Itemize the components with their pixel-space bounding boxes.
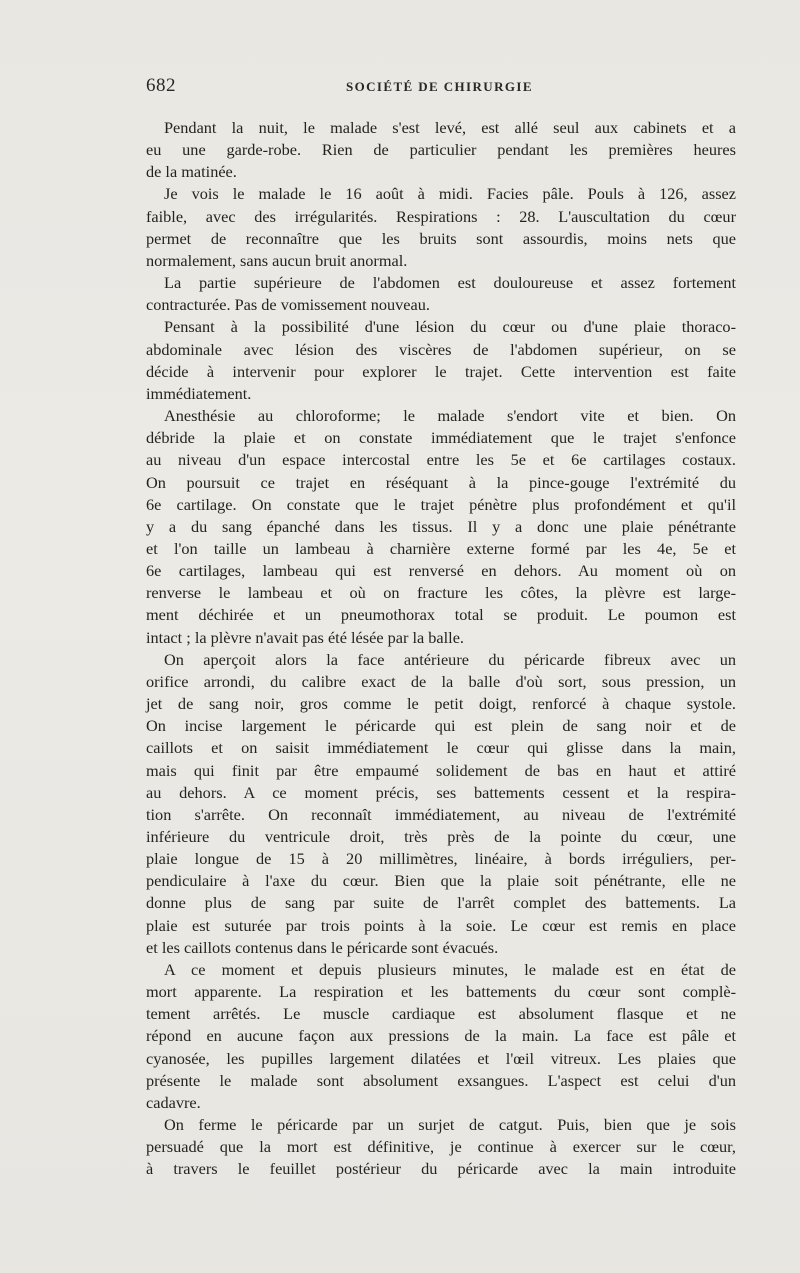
text-line: Anesthésie au chloroforme; le malade s'endort vite et bien. On [164,406,736,426]
text-line: plaie est suturée par trois points à la soie. Le cœur est remis en place [146,915,736,935]
text-line: La partie supérieure de l'abdomen est douloureuse et assez fortement [164,273,736,293]
text-line: abdominale avec lésion des viscères de l'abdomen supérieur, on se [146,339,736,359]
text-line: ment déchirée et un pneumothorax total se produit. Le poumon est [146,605,736,625]
text-line: et les caillots contenus dans le péricarde sont évacués. [146,937,499,957]
text-line: plaie longue de 15 à 20 millimètres, linéaire, à bords irréguliers, per- [146,849,736,869]
text-line: On aperçoit alors la face antérieure du péricarde fibreux avec un [164,649,736,669]
text-line: à travers le feuillet postérieur du péricarde avec la main introduite [146,1159,736,1179]
text-line: persuadé que la mort est définitive, je continue à exercer sur le cœur, [146,1137,736,1157]
text-line: normalement, sans aucun bruit anormal. [146,250,408,270]
text-line: au niveau d'un espace intercostal entre les 5e et 6e cartilages costaux. [146,450,736,470]
text-line: y a du sang épanché dans les tissus. Il y a donc une plaie pénétrante [146,516,736,536]
text-line: On incise largement le péricarde qui est plein de sang noir et de [146,716,736,736]
text-line: 6e cartilage. On constate que le trajet pénètre plus profondément et qu'il [146,494,736,514]
text-line: renverse le lambeau et où on fracture les côtes, la plèvre est large- [146,583,736,603]
text-line: inférieure du ventricule droit, très près de la pointe du cœur, une [146,827,736,846]
text-line: pendiculaire à l'axe du cœur. Bien que la plaie soit pénétrante, elle ne [146,871,736,891]
text-line: présente le malade sont absolument exsangues. L'aspect est celui d'un [146,1070,736,1090]
text-line: de la matinée. [146,162,237,182]
text-line: cadavre. [146,1092,201,1112]
text-line: contracturée. Pas de vomissement nouveau. [146,295,430,315]
text-line: décide à intervenir pour explorer le trajet. Cette intervention est faite [146,361,736,381]
text-line: mort apparente. La respiration et les battements du cœur sont complè- [146,982,736,1002]
text-line: débride la plaie et on constate immédiatement que le trajet s'enfonce [146,428,736,448]
text-line: jet de sang noir, gros comme le petit doigt, renforcé à chaque systole. [146,694,736,714]
text-line: Pensant à la possibilité d'une lésion du cœur ou d'une plaie thoraco- [164,317,736,337]
running-head: SOCIÉTÉ DE CHIRURGIE [346,79,533,94]
text-line: cyanosée, les pupilles largement dilatées et l'œil vitreux. Les plaies que [146,1048,736,1068]
page-header [146,75,736,105]
page-number: 682 [146,75,176,96]
text-line: intact ; la plèvre n'avait pas été lésée par la balle. [146,627,465,647]
text-line: A ce moment et depuis plusieurs minutes, le malade est en état de [164,959,736,979]
text-line: donne plus de sang par suite de l'arrêt complet des battements. La [146,893,736,913]
text-line: Je vois le malade le 16 août à midi. Facies pâle. Pouls à 126, assez [164,184,736,204]
text-line: et l'on taille un lambeau à charnière externe formé par les 4e, 5e et [146,538,736,558]
text-line: On ferme le péricarde par un surjet de catgut. Puis, bien que je sois [164,1115,736,1135]
text-line: permet de reconnaître que les bruits sont assourdis, moins nets que [146,228,736,248]
text-line: Pendant la nuit, le malade s'est levé, est allé seul aux cabinets et a [164,118,736,137]
text-line: tion s'arrête. On reconnaît immédiatement, au niveau de l'extrémité [146,804,736,824]
text-line: mais qui finit par être empaumé solidement de bas en haut et attiré [146,760,736,780]
text-line: orifice arrondi, du calibre exact de la balle d'où sort, sous pression, un [146,671,736,691]
text-line: On poursuit ce trajet en réséquant à la pince-gouge l'extrémité du [146,472,736,492]
text-line: 6e cartilages, lambeau qui est renversé en dehors. Au moment où on [146,561,736,581]
body-text [146,117,736,1181]
text-line: eu une garde-robe. Rien de particulier pendant les premières heures [146,140,736,160]
text-line: caillots et on saisit immédiatement le cœur qui glisse dans la main, [146,738,736,758]
text-line: tement arrêtés. Le muscle cardiaque est absolument flasque et ne [146,1004,736,1024]
text-line: immédiatement. [146,383,252,403]
text-line: répond en aucune façon aux pressions de la main. La face est pâle et [146,1026,736,1046]
text-line: faible, avec des irrégularités. Respirations : 28. L'auscultation du cœur [146,206,736,226]
text-line: au dehors. A ce moment précis, ses battements cessent et la respira- [146,782,736,802]
